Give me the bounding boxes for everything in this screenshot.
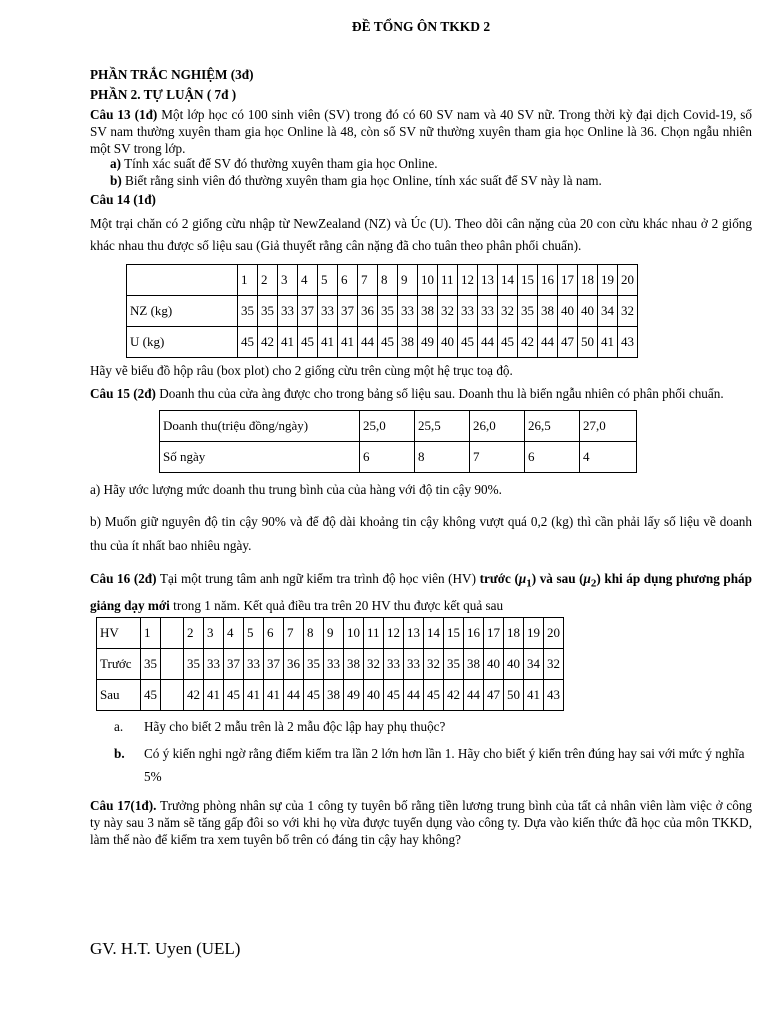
table-cell: 2	[258, 265, 278, 296]
table-cell: 45	[424, 680, 444, 711]
table-cell: 45	[378, 327, 398, 358]
table-cell: 41	[338, 327, 358, 358]
table-row-label: Doanh thu(triệu đồng/ngày)	[160, 411, 360, 442]
question-16-text-2: trong 1 năm. Kết quả điều tra trên 20 HV thu được kết quả sau	[169, 597, 504, 613]
table-row-days	[160, 442, 637, 473]
table-cell: 45	[298, 327, 318, 358]
table-cell: 42	[184, 680, 204, 711]
table-cell: 6	[525, 442, 580, 473]
table-cell: 41	[244, 680, 264, 711]
table-cell: 32	[438, 296, 458, 327]
table-cell: 18	[504, 618, 524, 649]
table-cell: 44	[464, 680, 484, 711]
page-title: ĐỀ TỔNG ÔN TKKD 2	[351, 19, 491, 34]
mu-subscript: 1	[526, 577, 532, 590]
table-cell: 3	[278, 265, 298, 296]
table-cell: 6	[338, 265, 358, 296]
table-header-row	[127, 265, 638, 296]
question-16-a	[114, 718, 750, 735]
table-cell: 20	[618, 265, 638, 296]
table-cell: 33	[324, 649, 344, 680]
table-cell: 33	[404, 649, 424, 680]
table-cell: 45	[304, 680, 324, 711]
table-cell: 47	[484, 680, 504, 711]
table-cell: 3	[204, 618, 224, 649]
table-cell: 5	[318, 265, 338, 296]
table-cell: 42	[518, 327, 538, 358]
table-cell: 32	[498, 296, 518, 327]
table-cell: 35	[518, 296, 538, 327]
table-cell: 8	[415, 442, 470, 473]
table-cell: 33	[204, 649, 224, 680]
table-cell	[161, 618, 184, 649]
question-16-b-text: Có ý kiến nghi ngờ rằng điểm kiểm tra lần 2 lớn hơn lần 1. Hãy cho biết ý kiến trên đúng hay sai với mức ý nghĩa 5%	[144, 746, 745, 785]
question-16	[90, 567, 752, 617]
table-cell: 40	[558, 296, 578, 327]
table-header-row	[97, 618, 564, 649]
table-cell: 49	[418, 327, 438, 358]
table-cell: 41	[204, 680, 224, 711]
table-cell: 7	[284, 618, 304, 649]
table-cell: 43	[544, 680, 564, 711]
table-cell: 33	[478, 296, 498, 327]
table-row-revenue	[160, 411, 637, 442]
table-cell: 17	[484, 618, 504, 649]
question-15-b: b) Muốn giữ nguyên độ tin cậy 90% và để độ dài khoảng tin cậy không vượt quá 0,2 (kg) thì cần phải lấy số liệu về doanh thu của ít nhất bao nhiêu ngày.	[90, 514, 752, 553]
table-cell: 45	[498, 327, 518, 358]
table-cell: 17	[558, 265, 578, 296]
table-cell: 33	[278, 296, 298, 327]
table-cell: 33	[244, 649, 264, 680]
table-cell: 9	[398, 265, 418, 296]
table-cell: 37	[224, 649, 244, 680]
table-cell: 38	[398, 327, 418, 358]
table-cell: 40	[578, 296, 598, 327]
table-cell: 32	[544, 649, 564, 680]
question-13-b-text: Biết rằng sinh viên đó thường xuyên tham gia học Online, tính xác suất để SV này là nam.	[125, 173, 602, 188]
table-cell: 35	[184, 649, 204, 680]
table-cell: 45	[238, 327, 258, 358]
table-row-after	[97, 680, 564, 711]
table-cell: 40	[504, 649, 524, 680]
table-cell: 35	[141, 649, 161, 680]
question-13-a-text: Tính xác suất để SV đó thường xuyên tham gia học Online.	[124, 156, 438, 171]
table-cell: 47	[558, 327, 578, 358]
table-cell: 10	[418, 265, 438, 296]
table-cell: 33	[318, 296, 338, 327]
table-cell	[161, 680, 184, 711]
table-cell: 38	[464, 649, 484, 680]
table-cell: 26,5	[525, 411, 580, 442]
table-cell: 40	[438, 327, 458, 358]
table-cell: 16	[464, 618, 484, 649]
table-row-label: NZ (kg)	[127, 296, 238, 327]
question-17	[90, 797, 752, 848]
question-16-method: ) khi áp dụng phương pháp giảng dạy mới	[90, 571, 752, 613]
question-15-a: a) Hãy ước lượng mức doanh thu trung bình của của hàng với độ tin cậy 90%.	[90, 482, 502, 497]
table-cell: 41	[278, 327, 298, 358]
table-cell: 4	[298, 265, 318, 296]
table-cell: 33	[458, 296, 478, 327]
table-cell: 45	[224, 680, 244, 711]
table-row-label: Số ngày	[160, 442, 360, 473]
table-cell: 9	[324, 618, 344, 649]
question-17-head: Câu 17(1đ).	[90, 798, 157, 813]
question-16-after: ) và sau (	[531, 571, 584, 586]
question-13-head: Câu 13 (1đ)	[90, 107, 158, 122]
table-cell: 43	[618, 327, 638, 358]
table-cell: 6	[264, 618, 284, 649]
question-15-table	[159, 410, 637, 473]
question-14-text: Một trại chăn có 2 giống cừu nhập từ NewZealand (NZ) và Úc (U). Theo dõi cân nặng của 20 con cừu khác nhau ở 2 giống khác nhau thu được số liệu sau (Giả thuyết rằng cân nặng đã cho tuân theo phân phối chuẩn).	[90, 216, 752, 253]
question-14-table	[126, 264, 638, 358]
table-cell: 50	[504, 680, 524, 711]
table-cell: 6	[360, 442, 415, 473]
table-cell: 5	[244, 618, 264, 649]
table-cell: 32	[364, 649, 384, 680]
table-cell: 1	[141, 618, 161, 649]
question-16-a-label: a.	[114, 719, 124, 734]
table-cell: 37	[338, 296, 358, 327]
table-cell: 44	[358, 327, 378, 358]
question-15	[90, 385, 752, 402]
table-cell: 12	[384, 618, 404, 649]
table-cell: 25,5	[415, 411, 470, 442]
table-cell: 14	[424, 618, 444, 649]
table-cell: 14	[498, 265, 518, 296]
table-cell: 8	[304, 618, 324, 649]
table-cell: 45	[458, 327, 478, 358]
table-row-label: Trước	[97, 649, 141, 680]
table-cell: 49	[344, 680, 364, 711]
question-13	[90, 106, 752, 157]
table-cell: 12	[458, 265, 478, 296]
question-16-head: Câu 16 (2đ)	[90, 571, 157, 586]
table-cell: 1	[238, 265, 258, 296]
table-cell: 44	[478, 327, 498, 358]
table-cell: 35	[444, 649, 464, 680]
table-cell: 16	[538, 265, 558, 296]
table-cell: 45	[384, 680, 404, 711]
table-row-before	[97, 649, 564, 680]
question-13-b	[110, 172, 750, 189]
table-cell: 35	[258, 296, 278, 327]
table-cell: 32	[618, 296, 638, 327]
table-cell: 26,0	[470, 411, 525, 442]
table-cell: 37	[264, 649, 284, 680]
teacher-signature: GV. H.T. Uyen (UEL)	[90, 939, 241, 958]
question-16-b-label: b.	[114, 746, 125, 761]
table-cell: 35	[238, 296, 258, 327]
table-row-nz	[127, 296, 638, 327]
table-cell: 41	[598, 327, 618, 358]
table-cell: 18	[578, 265, 598, 296]
table-cell: 38	[538, 296, 558, 327]
table-cell: 42	[258, 327, 278, 358]
question-16-before: trước (	[479, 571, 519, 586]
table-cell: 36	[358, 296, 378, 327]
table-cell: 40	[364, 680, 384, 711]
table-row-label: U (kg)	[127, 327, 238, 358]
table-cell: 15	[518, 265, 538, 296]
table-cell: 27,0	[580, 411, 637, 442]
question-13-a	[110, 155, 750, 172]
table-cell: 38	[324, 680, 344, 711]
question-14-head: Câu 14 (1đ)	[90, 192, 156, 207]
table-cell: 40	[484, 649, 504, 680]
table-cell: 41	[318, 327, 338, 358]
table-cell: 41	[264, 680, 284, 711]
question-15-text: Doanh thu của cửa àng được cho trong bảng số liệu sau. Doanh thu là biến ngẫu nhiên có phân phối chuẩn.	[155, 386, 724, 401]
table-cell: 42	[444, 680, 464, 711]
question-13-text: Một lớp học có 100 sinh viên (SV) trong đó có 60 SV nam và 40 SV nữ. Trong thời kỳ đại dịch Covid-19, số SV nam thường xuyên tham gia học Online là 48, còn số SV nữ thường xuyên tham gia học Online là 36. Chọn ngẫu nhiên một SV trong lớp.	[90, 107, 753, 157]
table-cell	[161, 649, 184, 680]
table-cell: 45	[141, 680, 161, 711]
table-cell: 44	[538, 327, 558, 358]
table-cell: 20	[544, 618, 564, 649]
table-cell: 35	[304, 649, 324, 680]
part1-heading: PHẦN TRẮC NGHIỆM (3đ)	[90, 67, 254, 82]
table-cell: 13	[478, 265, 498, 296]
table-cell: 35	[378, 296, 398, 327]
table-cell: 19	[598, 265, 618, 296]
question-16-text-1: Tại một trung tâm anh ngữ kiểm tra trình độ học viên (HV)	[156, 571, 480, 586]
table-cell: 19	[524, 618, 544, 649]
table-cell: 44	[404, 680, 424, 711]
table-row-label: Sau	[97, 680, 141, 711]
table-cell: 41	[524, 680, 544, 711]
mu-subscript: 2	[590, 577, 597, 590]
question-13-a-label: a)	[110, 156, 121, 171]
table-cell: 37	[298, 296, 318, 327]
table-cell: 34	[598, 296, 618, 327]
table-cell: 13	[404, 618, 424, 649]
table-row-u	[127, 327, 638, 358]
table-cell: 7	[358, 265, 378, 296]
table-cell: 38	[344, 649, 364, 680]
table-cell: 2	[184, 618, 204, 649]
question-16-a-text: Hãy cho biết 2 mẫu trên là 2 mẫu độc lập hay phụ thuộc?	[144, 719, 446, 734]
table-cell: 4	[580, 442, 637, 473]
table-cell: 33	[398, 296, 418, 327]
part2-heading: PHẦN 2. TỰ LUẬN ( 7đ )	[90, 87, 237, 102]
table-cell: 15	[444, 618, 464, 649]
table-cell: 4	[224, 618, 244, 649]
table-cell: 7	[470, 442, 525, 473]
table-cell: 11	[364, 618, 384, 649]
table-cell: 38	[418, 296, 438, 327]
mu-symbol: μ	[583, 571, 591, 586]
table-cell: 36	[284, 649, 304, 680]
question-16-b	[114, 742, 750, 788]
mu-symbol: μ	[518, 571, 527, 586]
table-row-label: HV	[97, 618, 141, 649]
question-17-text: Trưởng phòng nhân sự của 1 công ty tuyên bố rằng tiền lương trung bình của tất cả nhân viên làm việc ở công ty này sau 3 năm sẽ tăng gấp đôi so với khi họ vừa được tuyển dụng vào công ty. Dựa vào kiến thức đã học của môn TKKD, làm thế nào để kiểm tra xem tuyên bố trên có đáng tin cậy hay không?	[90, 798, 753, 848]
table-cell: 44	[284, 680, 304, 711]
table-cell: 25,0	[360, 411, 415, 442]
table-cell: 34	[524, 649, 544, 680]
table-cell: 8	[378, 265, 398, 296]
table-cell: 10	[344, 618, 364, 649]
question-16-table	[96, 617, 564, 711]
question-13-b-label: b)	[110, 173, 122, 188]
question-14-instruction: Hãy vẽ biểu đồ hộp râu (box plot) cho 2 giống cừu trên cùng một hệ trục toạ độ.	[90, 363, 513, 378]
table-cell: 11	[438, 265, 458, 296]
table-cell: 50	[578, 327, 598, 358]
table-cell: 32	[424, 649, 444, 680]
table-cell	[127, 265, 238, 296]
question-15-head: Câu 15 (2đ)	[90, 386, 156, 401]
table-cell: 33	[384, 649, 404, 680]
